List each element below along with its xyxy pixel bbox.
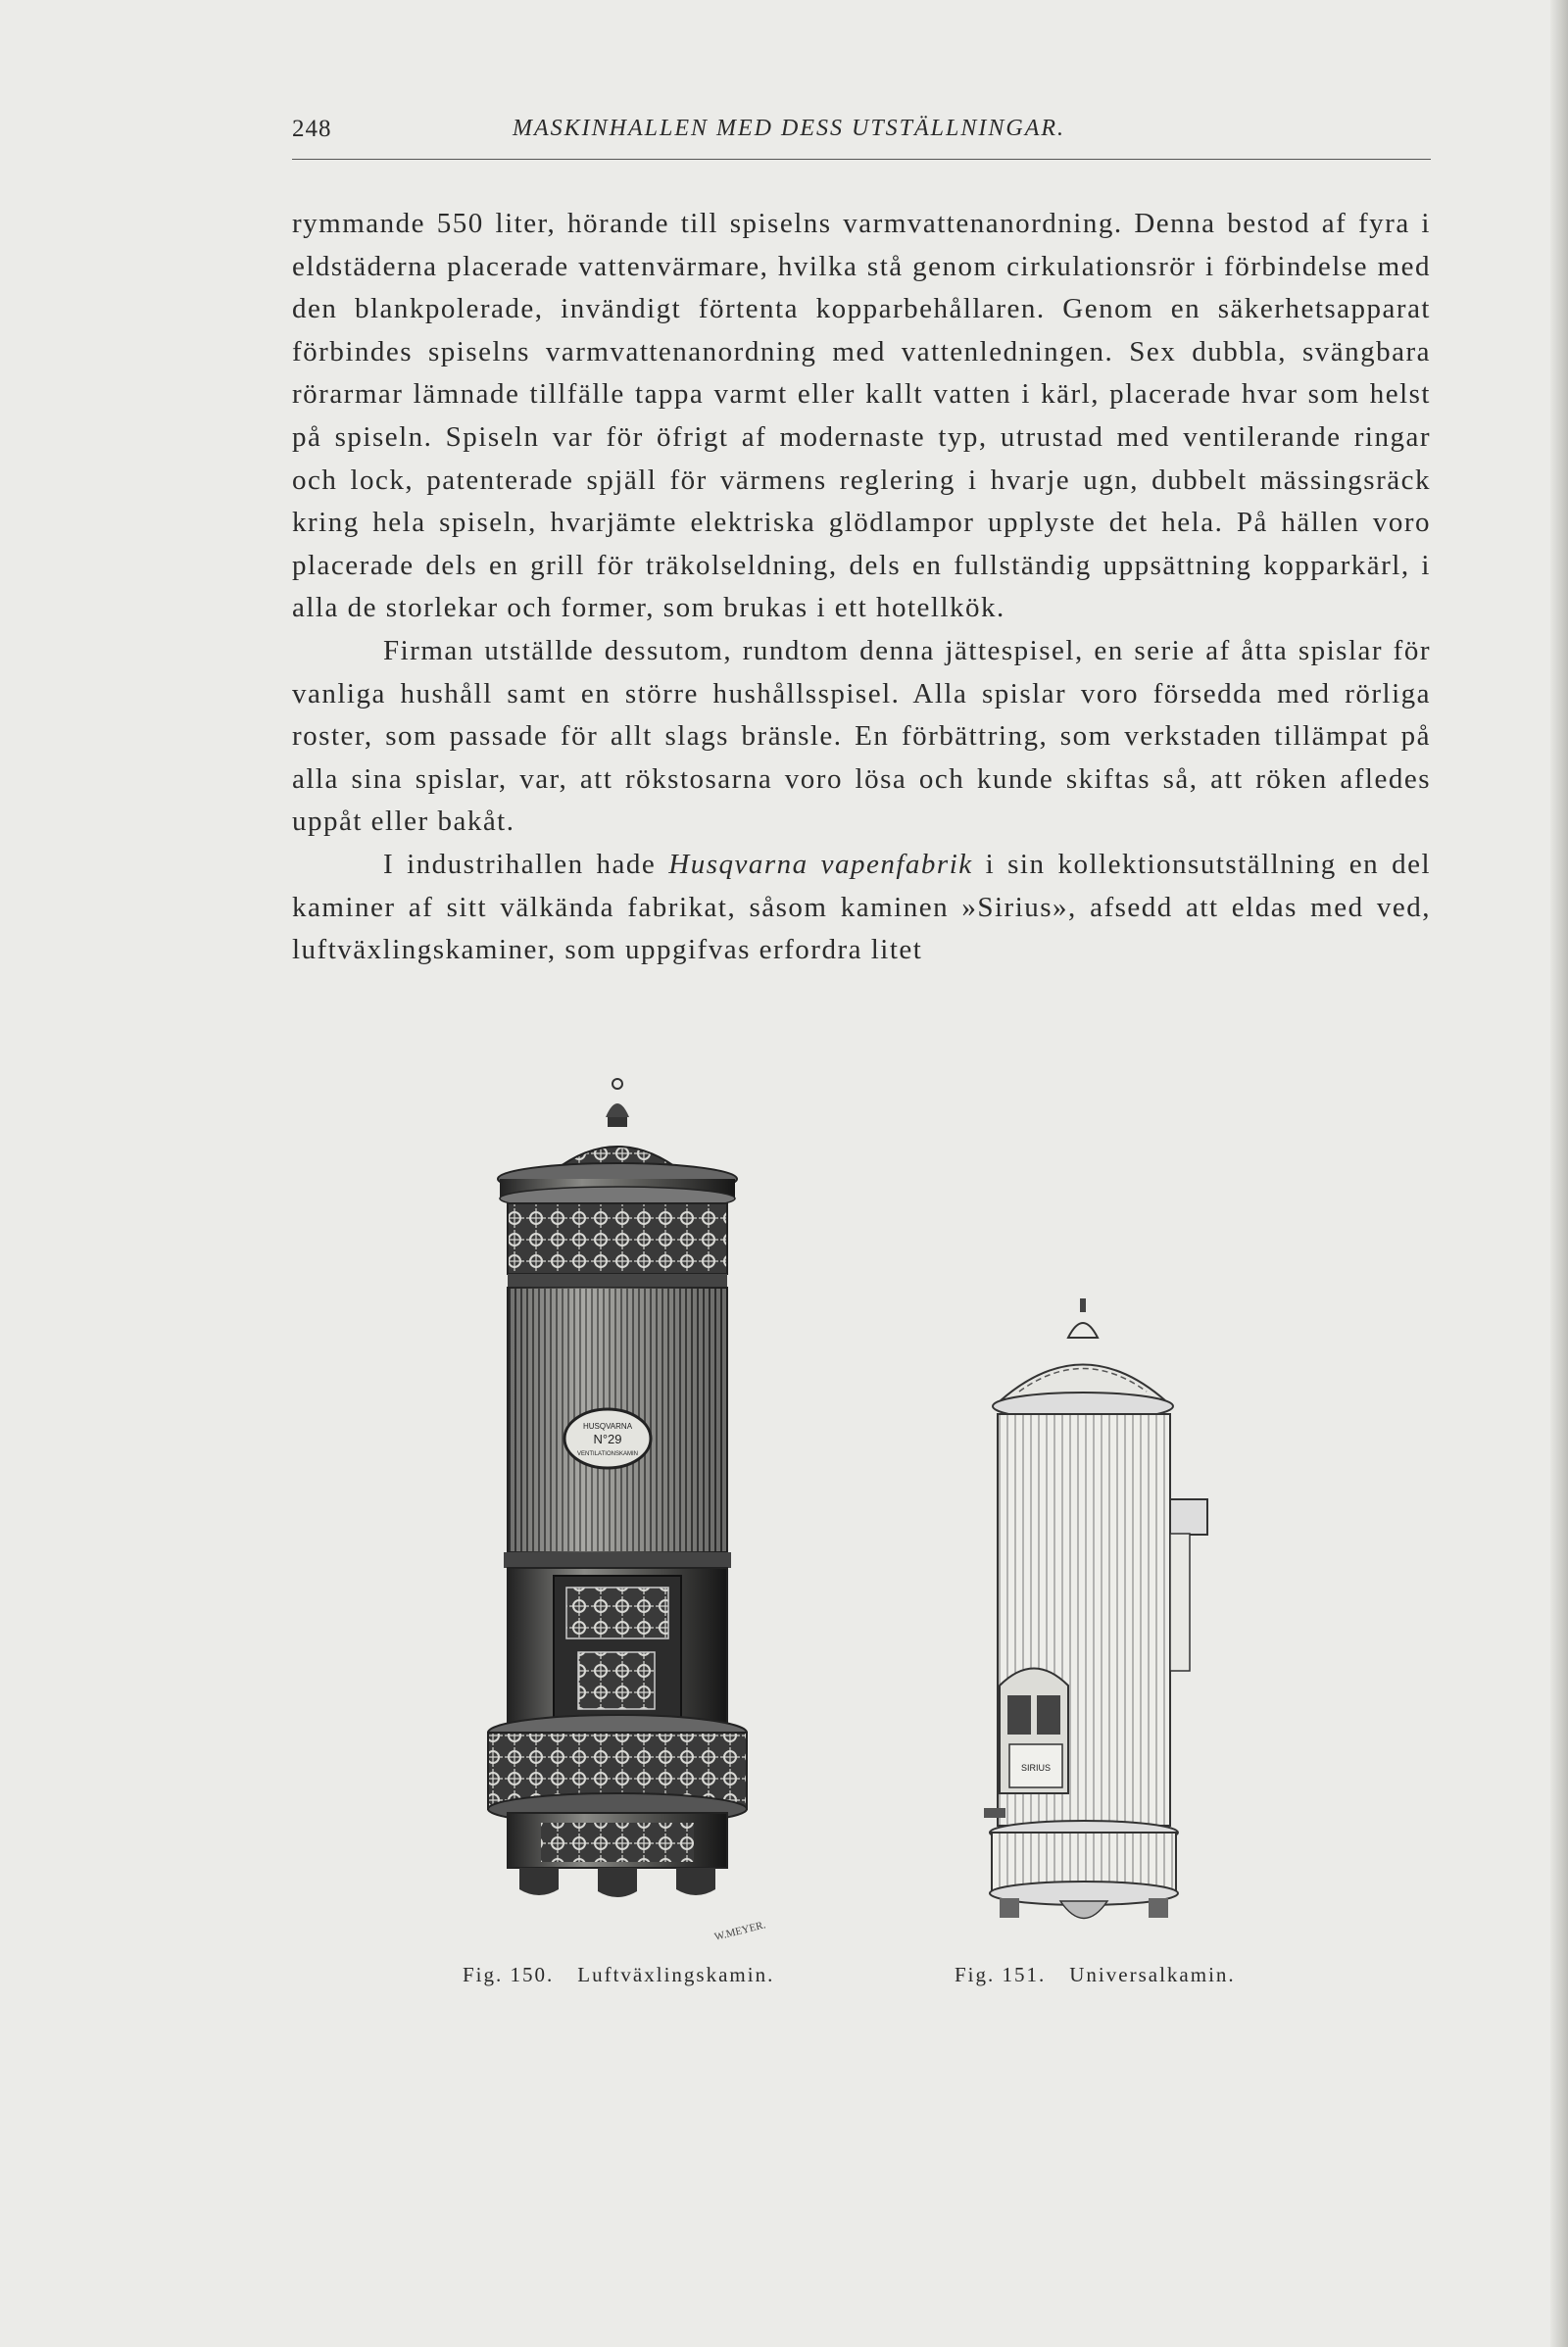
figure-151-title: Universalkamin. [1069,1963,1236,1986]
plate-line-2: N°29 [593,1432,622,1446]
firm-name: Husqvarna vapenfabrik [668,848,973,880]
body-text [292,203,1431,972]
door-label: SIRIUS [1020,1763,1052,1773]
paragraph-1: rymmande 550 liter, hörande till spiselns varmvattenanordning. Denna bestod af fyra i eldstäderna placerade vattenvärmare, hvilka stå genom cirkulationsrör i förbindelse med den blankpolerade, invändigt förtenta kopparbehållaren. Genom en säkerhetsapparat förbindes spiselns varmvattenanordning med vattenledningen. Sex dubbla, svängbara rörarmar lämnade tillfälle tappa varmt eller kallt vatten i kärl, placerade hvar som helst på spiseln. Spiseln var för öfrigt af modernaste typ, utrustad med ventilerande ringar och lock, patenterade spjäll för värmens reglering i hvarje ugn, dubbelt mässingsräck kring hela spiseln, hvarjämte elektriska glödlampor upplyste det hela. På hällen voro placerade dels en grill för träkolseldning, dels en fullständig uppsättning kopparkärl, i alla de storlekar och former, som brukas i ett hotellkök. [292,208,1431,624]
page-edge [1550,0,1568,2347]
paragraph-3-start: I industrihallen hade [383,848,657,880]
paragraph-3 [292,844,1431,972]
page-header [292,116,1431,160]
plate-line-1: HUSQVARNA [582,1422,633,1431]
running-title: MASKINHALLEN MED DESS UTSTÄLLNINGAR. [513,116,1066,141]
figure-150-number: Fig. 150. [463,1963,555,1986]
figure-150-title: Luftväxlingskamin. [577,1963,775,1986]
stove-151-drawing [980,1298,1215,1950]
page-number: 248 [292,116,332,142]
figure-151-number: Fig. 151. [955,1963,1047,1986]
figure-150-illustration [461,1078,813,1950]
engraver-signature: W.MEYER. [712,1919,767,1943]
paragraph-3-end: i sin kollektionsutställning en del kaminer af sitt välkända fabrikat, såsom kaminen »Sirius», afsedd att eldas med ved, luftväxlingskaminer, som uppgifvas erfordra litet [292,848,1432,966]
stove-150-drawing [461,1078,813,1950]
figure-150-caption [463,1963,774,1987]
paragraph-2: Firman utställde dessutom, rundtom denna jättespisel, en serie af åtta spislar för vanliga hushåll samt en större hushållsspisel. Alla spislar voro försedda med rörliga roster, som passade för allt slags bränsle. En förbättring, som verkstaden tillämpat på alla sina spislar, var, att rökstosarna voro lösa och kunde skiftas så, att röken afledes uppåt eller bakåt. [292,634,1431,838]
figure-151-illustration [980,1298,1215,1950]
figure-151-caption [955,1963,1236,1987]
plate-line-3: VENTILATIONSKAMIN [577,1451,638,1457]
